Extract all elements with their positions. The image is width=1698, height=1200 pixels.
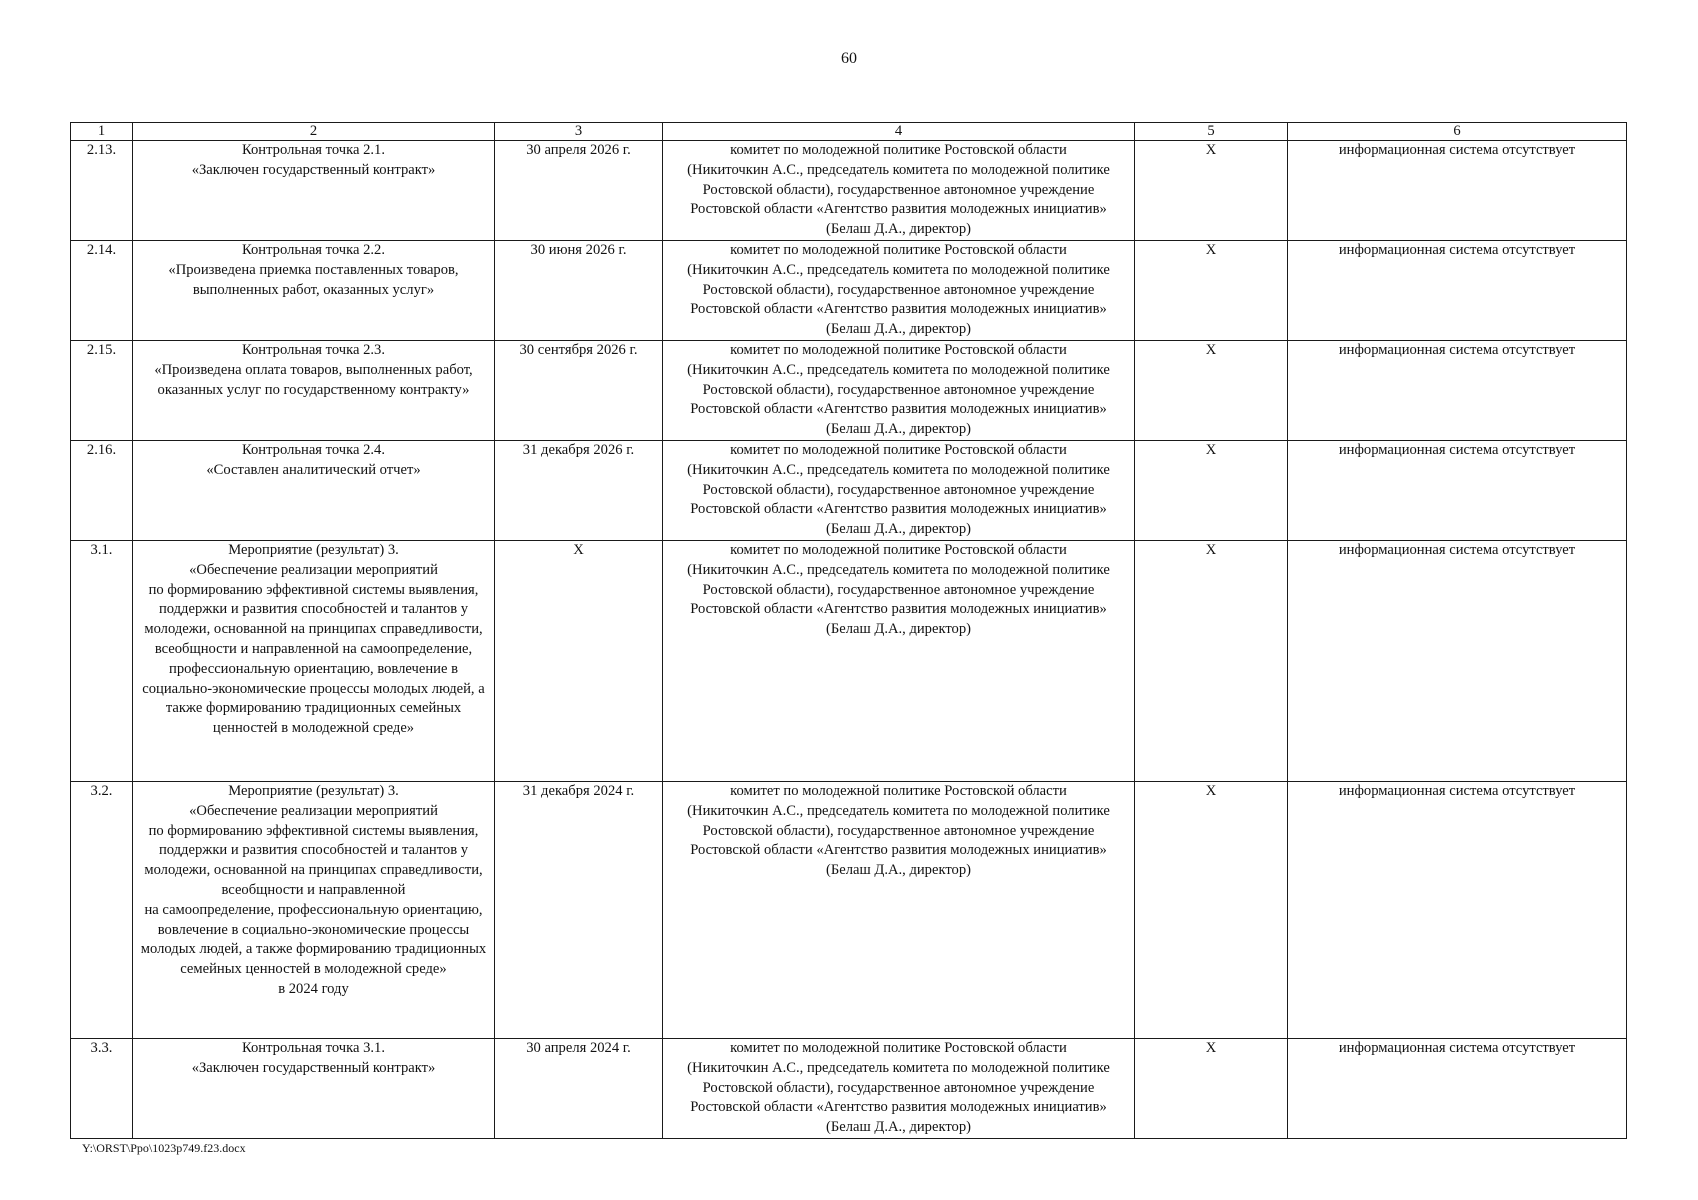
- column-5-value: X: [1135, 781, 1288, 1038]
- deadline-date: 30 апреля 2024 г.: [495, 1038, 663, 1138]
- table-row: [71, 540, 1627, 781]
- table-row: [71, 340, 1627, 440]
- table-row: [71, 240, 1627, 340]
- event-description: Контрольная точка 3.1. «Заключен государственный контракт»: [133, 1038, 495, 1138]
- information-system: информационная система отсутствует: [1288, 1038, 1627, 1138]
- column-header: 5: [1135, 123, 1288, 141]
- column-5-value: X: [1135, 141, 1288, 241]
- responsible-party: комитет по молодежной политике Ростовской области (Никиточкин А.С., председатель комитета по молодежной политике Ростовской области), государственное автономное учреждение Ростовской области «Агентство развития молодежных инициатив» (Белаш Д.А., директор): [663, 340, 1135, 440]
- deadline-date: 30 июня 2026 г.: [495, 240, 663, 340]
- column-header: 3: [495, 123, 663, 141]
- event-description: Контрольная точка 2.4. «Составлен аналитический отчет»: [133, 440, 495, 540]
- responsible-party: комитет по молодежной политике Ростовской области (Никиточкин А.С., председатель комитета по молодежной политике Ростовской области), государственное автономное учреждение Ростовской области «Агентство развития молодежных инициатив» (Белаш Д.А., директор): [663, 440, 1135, 540]
- column-header: 2: [133, 123, 495, 141]
- column-header: 6: [1288, 123, 1627, 141]
- row-number: 3.3.: [71, 1038, 133, 1138]
- deadline-date: 30 сентября 2026 г.: [495, 340, 663, 440]
- column-5-value: X: [1135, 440, 1288, 540]
- column-header: 1: [71, 123, 133, 141]
- column-5-value: X: [1135, 340, 1288, 440]
- table-row: [71, 440, 1627, 540]
- information-system: информационная система отсутствует: [1288, 781, 1627, 1038]
- row-number: 2.13.: [71, 141, 133, 241]
- information-system: информационная система отсутствует: [1288, 540, 1627, 781]
- event-description: Контрольная точка 2.2. «Произведена приемка поставленных товаров, выполненных работ, оказанных услуг»: [133, 240, 495, 340]
- responsible-party: комитет по молодежной политике Ростовской области (Никиточкин А.С., председатель комитета по молодежной политике Ростовской области), государственное автономное учреждение Ростовской области «Агентство развития молодежных инициатив» (Белаш Д.А., директор): [663, 1038, 1135, 1138]
- column-5-value: X: [1135, 540, 1288, 781]
- event-description: Контрольная точка 2.1. «Заключен государственный контракт»: [133, 141, 495, 241]
- deadline-date: 30 апреля 2026 г.: [495, 141, 663, 241]
- page-number: 60: [841, 50, 857, 67]
- event-description: Контрольная точка 2.3. «Произведена оплата товаров, выполненных работ, оказанных услуг по государственному контракту»: [133, 340, 495, 440]
- column-5-value: X: [1135, 1038, 1288, 1138]
- information-system: информационная система отсутствует: [1288, 340, 1627, 440]
- row-number: 2.16.: [71, 440, 133, 540]
- table-header-row: [71, 123, 1627, 141]
- row-number: 2.14.: [71, 240, 133, 340]
- column-5-value: X: [1135, 240, 1288, 340]
- table-row: [71, 1038, 1627, 1138]
- row-number: 3.1.: [71, 540, 133, 781]
- column-header: 4: [663, 123, 1135, 141]
- deadline-date: 31 декабря 2026 г.: [495, 440, 663, 540]
- table-row: [71, 141, 1627, 241]
- event-description: Мероприятие (результат) 3. «Обеспечение реализации мероприятий по формированию эффективной системы выявления, поддержки и развития способностей и талантов у молодежи, основанной на принципах справедливости, всеобщности и направленной на самоопределение, профессиональную ориентацию, вовлечение в социально-экономические процессы молодых людей, а также формированию традиционных семейных ценностей в молодежной среде» в 2024 году: [133, 781, 495, 1038]
- responsible-party: комитет по молодежной политике Ростовской области (Никиточкин А.С., председатель комитета по молодежной политике Ростовской области), государственное автономное учреждение Ростовской области «Агентство развития молодежных инициатив» (Белаш Д.А., директор): [663, 781, 1135, 1038]
- information-system: информационная система отсутствует: [1288, 141, 1627, 241]
- table-row: [71, 781, 1627, 1038]
- deadline-date: 31 декабря 2024 г.: [495, 781, 663, 1038]
- responsible-party: комитет по молодежной политике Ростовской области (Никиточкин А.С., председатель комитета по молодежной политике Ростовской области), государственное автономное учреждение Ростовской области «Агентство развития молодежных инициатив» (Белаш Д.А., директор): [663, 540, 1135, 781]
- information-system: информационная система отсутствует: [1288, 440, 1627, 540]
- event-description: Мероприятие (результат) 3. «Обеспечение реализации мероприятий по формированию эффективной системы выявления, поддержки и развития способностей и талантов у молодежи, основанной на принципах справедливости, всеобщности и направленной на самоопределение, профессиональную ориентацию, вовлечение в социально-экономические процессы молодых людей, а также формированию традиционных семейных ценностей в молодежной среде»: [133, 540, 495, 781]
- information-system: информационная система отсутствует: [1288, 240, 1627, 340]
- responsible-party: комитет по молодежной политике Ростовской области (Никиточкин А.С., председатель комитета по молодежной политике Ростовской области), государственное автономное учреждение Ростовской области «Агентство развития молодежных инициатив» (Белаш Д.А., директор): [663, 240, 1135, 340]
- file-path-footer: Y:\ORST\Ppo\1023p749.f23.docx: [82, 1141, 246, 1155]
- row-number: 3.2.: [71, 781, 133, 1038]
- responsible-party: комитет по молодежной политике Ростовской области (Никиточкин А.С., председатель комитета по молодежной политике Ростовской области), государственное автономное учреждение Ростовской области «Агентство развития молодежных инициатив» (Белаш Д.А., директор): [663, 141, 1135, 241]
- deadline-date: X: [495, 540, 663, 781]
- plan-table: [70, 122, 1627, 1139]
- row-number: 2.15.: [71, 340, 133, 440]
